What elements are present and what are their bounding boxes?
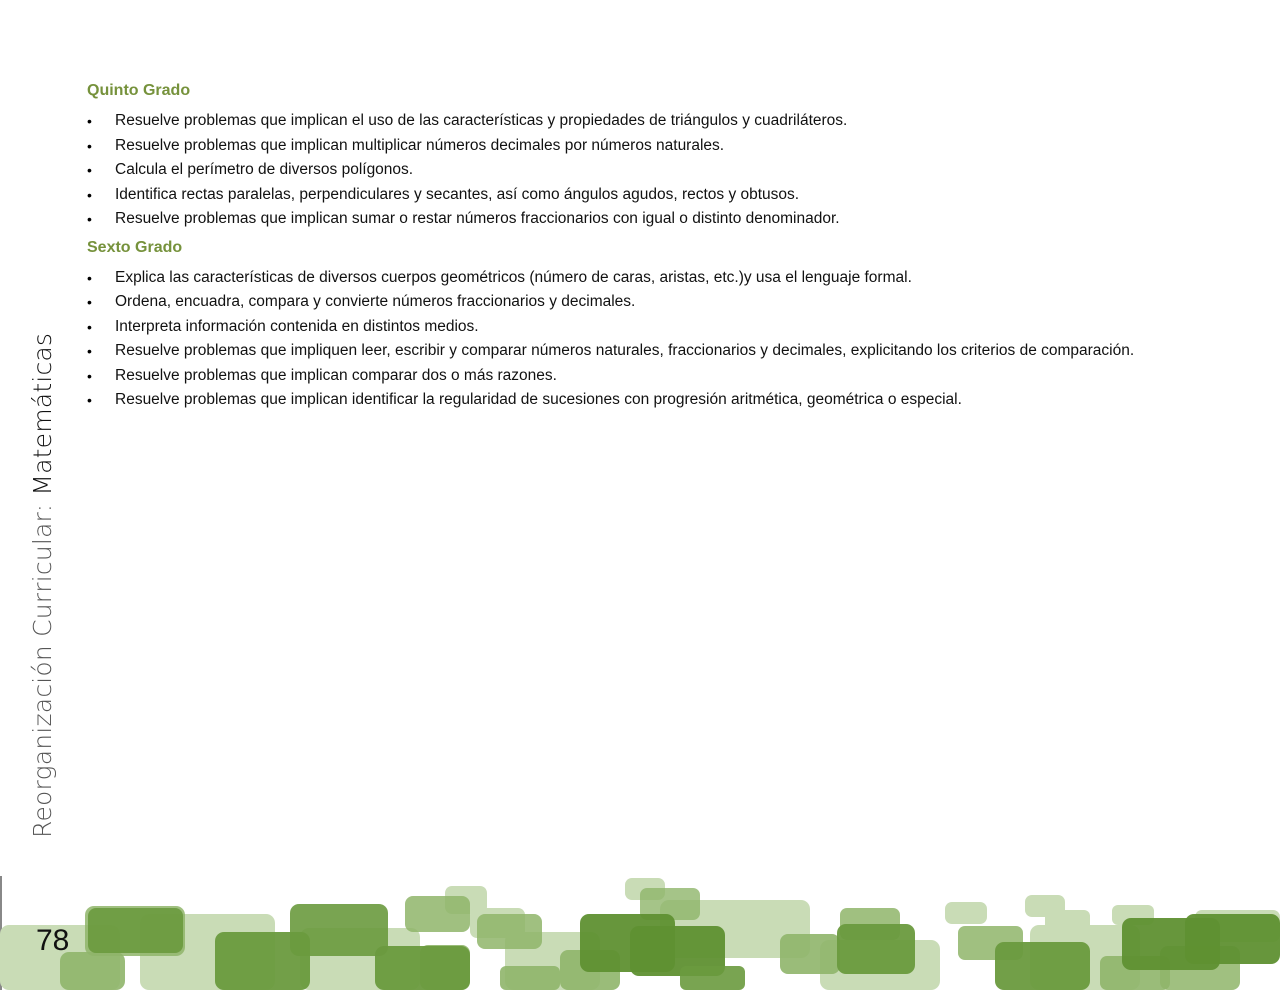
sexto-list [87, 266, 1187, 413]
side-title [28, 333, 57, 838]
bullet-icon: • [87, 137, 92, 154]
main-content [87, 80, 1187, 413]
bullet-icon: • [87, 318, 92, 335]
side-title-prefix: Reorganización Curricular: [28, 495, 57, 838]
list-item: • Resuelve problemas que impliquen leer, escribir y comparar números naturales, fraccionarios y decimales, explicitando los criterios de comparación. [87, 339, 1187, 364]
list-item: • Explica las características de diversos cuerpos geométricos (número de caras, aristas, etc.)y usa el lenguaje formal. [87, 266, 1187, 291]
page-number: 78 [36, 924, 70, 957]
bullet-icon: • [87, 343, 92, 359]
list-item: • Resuelve problemas que implican el uso de las características y propiedades de triángulos y cuadriláteros. [87, 109, 1187, 134]
side-title-subject: Matemáticas [28, 332, 57, 496]
list-item: • Resuelve problemas que implican sumar o restar números fraccionarios con igual o distinto denominador. [87, 207, 1187, 232]
list-item: • Resuelve problemas que implican comparar dos o más razones. [87, 364, 1187, 389]
footer-decoration [0, 870, 1280, 990]
list-item: • Interpreta información contenida en distintos medios. [87, 315, 1187, 340]
list-item: • Ordena, encuadra, compara y convierte números fraccionarios y decimales. [87, 290, 1187, 315]
list-item: • Identifica rectas paralelas, perpendiculares y secantes, así como ángulos agudos, rectos y obtusos. [87, 183, 1187, 208]
bullet-icon: • [87, 392, 92, 408]
list-item: • Calcula el perímetro de diversos polígonos. [87, 158, 1187, 183]
bullet-icon: • [87, 113, 92, 129]
bullet-icon: • [87, 367, 92, 384]
section-heading-quinto: Quinto Grado [87, 82, 191, 99]
bullet-icon: • [87, 162, 92, 178]
section-heading-sexto: Sexto Grado [87, 238, 183, 256]
bullet-icon: • [87, 269, 92, 286]
quinto-list [87, 109, 1187, 232]
bullet-icon: • [87, 294, 92, 310]
bullet-icon: • [87, 211, 92, 227]
bullet-icon: • [87, 186, 92, 203]
list-item: • Resuelve problemas que implican identificar la regularidad de sucesiones con progresión aritmética, geométrica o especial. [87, 388, 1187, 413]
list-item: • Resuelve problemas que implican multiplicar números decimales por números naturales. [87, 134, 1187, 159]
